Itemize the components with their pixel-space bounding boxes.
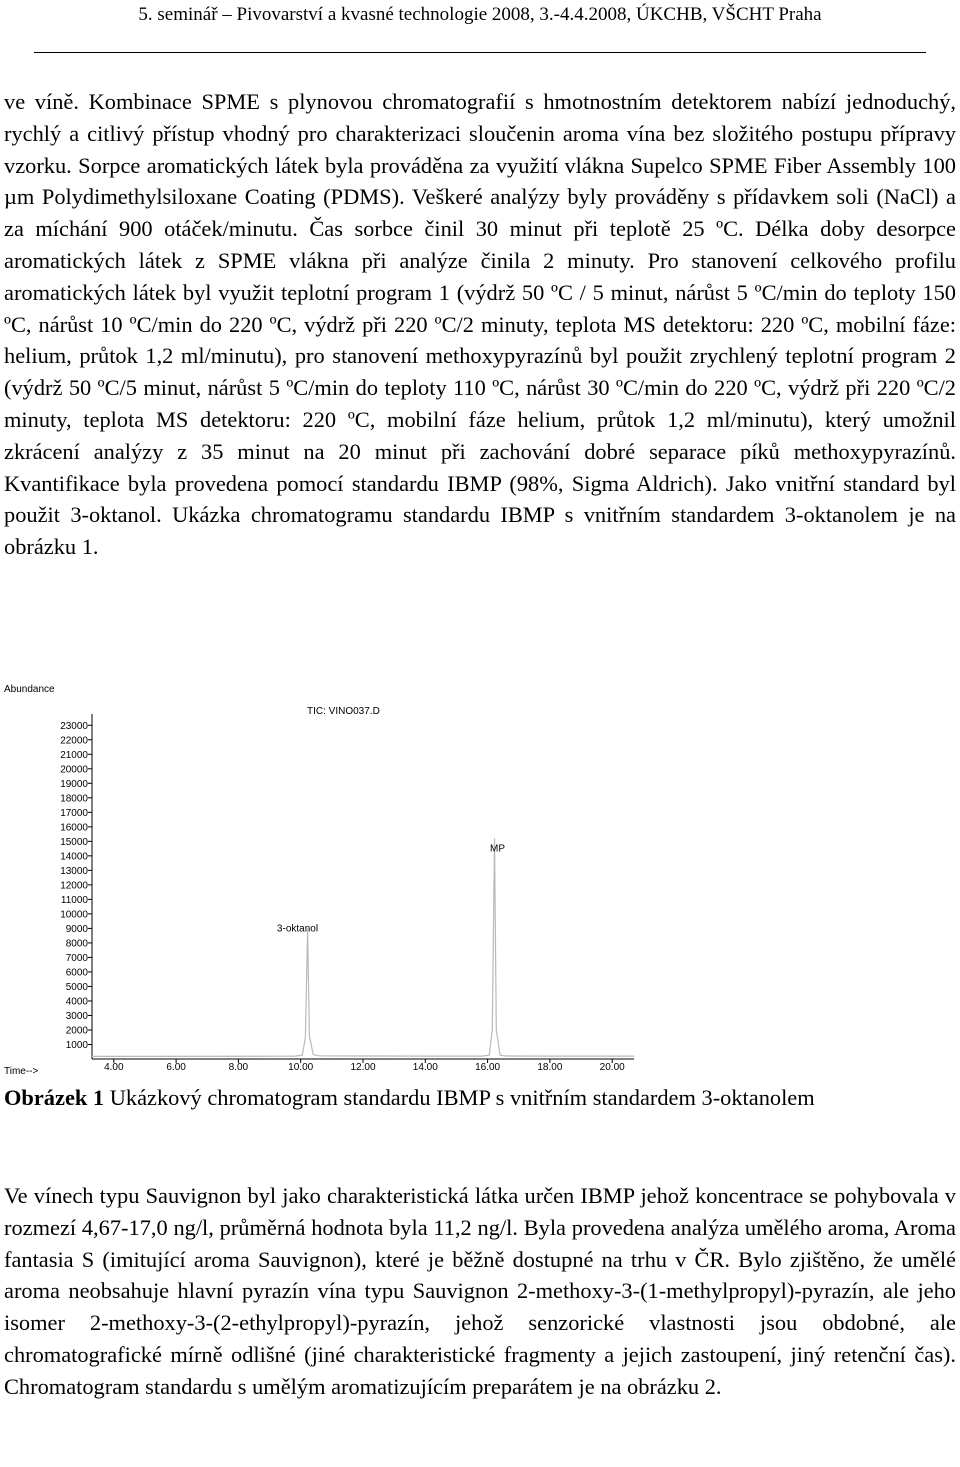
series-line [92,838,634,1056]
y-tick-label: 20000 [60,764,88,776]
y-axis-label: Abundance [4,684,55,695]
y-tick-label: 1000 [65,1039,88,1051]
y-tick-label: 13000 [60,865,88,877]
x-tick-label: 8.00 [228,1062,249,1073]
x-tick-label: 18.00 [537,1062,563,1073]
y-tick-label: 17000 [60,807,88,819]
y-tick-label: 10000 [60,909,88,921]
x-tick-label: 14.00 [412,1062,438,1073]
x-axis-label: Time--> [4,1066,39,1077]
chromatogram-figure [0,682,960,1082]
y-tick-label: 5000 [65,981,88,993]
y-tick-label: 4000 [65,996,88,1008]
x-axis [92,1059,634,1073]
y-tick-label: 15000 [60,836,88,848]
peak-annotation: 3-oktanol [276,923,319,935]
y-tick-label: 3000 [65,1010,88,1022]
paragraph-results: Ve vínech typu Sauvignon byl jako charakteristická látka určen IBMP jehož koncentrace se pohybovala v rozmezí 4,67-17,0 ng/l, průměrná hodnota byla 11,2 ng/l. Byla provedena analýza umělého aroma, Aroma fantasia S (imitující aroma Sauvignon), které je běžně dostupné na trhu v ČR. Bylo zjištěno, že umělé aroma neobsahuje hlavní pyrazín vína typu Sauvignon 2-methoxy-3-(1-methylpropyl)-pyrazín, ale jeho isomer 2-methoxy-3-(2-ethylpropyl)-pyrazín, jehož senzorické vlastnosti jsou obdobné, ale chromatografické mírně odlišné (jiné charakteristické fragmenty a jejich zastoupení, jiný retenční čas). Chromatogram standardu s umělým aromatizujícím preparátem je na obrázku 2. [4,1183,956,1399]
x-tick-label: 20.00 [599,1062,625,1073]
caption-text: Ukázkový chromatogram standardu IBMP s vnitřním standardem 3-oktanolem [104,1085,815,1110]
series-group [92,838,634,1056]
paragraph-methods: ve víně. Kombinace SPME s plynovou chromatografií s hmotnostním detektorem nabízí jednoduchý, rychlý a citlivý přístup vhodný pro charakterizaci sloučenin aroma vína bez složitého postupu přípravy vzorku. Sorpce aromatických látek byla prováděna za využití vlákna Supelco SPME Fiber Assembly 100 µm Polydimethylsiloxane Coating (PDMS). Veškeré analýzy byly prováděny s přídavkem soli (NaCl) a za míchání 900 otáček/minutu. Čas sorbce činil 30 minut při teplotě 25 ºC. Délka doby desorpce aromatických látek z SPME vlákna při analýze činila 2 minuty. Pro stanovení celkového profilu aromatických látek byl využit teplotní program 1 (výdrž 50 ºC / 5 minut, nárůst 5 ºC/min do teploty 150 ºC, nárůst 10 ºC/min do 220 ºC, výdrž při 220 ºC/2 minuty, teplota MS detektoru: 220 ºC, mobilní fáze: helium, průtok 1,2 ml/minutu), pro stanovení methoxypyrazínů byl použit zrychlený teplotní program 2 (výdrž 50 ºC/5 minut, nárůst 5 ºC/min do teploty 110 ºC, nárůst 30 ºC/min do 220 ºC, výdrž při 220 ºC/2 minuty, teplota MS detektoru: 220 ºC, mobilní fáze helium, průtok 1,2 ml/minutu), který umožnil zkrácení analýzy z 35 minut na 20 minut při zachování dobré separace píků methoxypyrazínů. Kvantifikace byla provedena pomocí standardu IBMP (98%, Sigma Aldrich). Jako vnitřní standard byl použit 3-oktanol. Ukázka chromatogramu standardu IBMP s vnitřním standardem 3-oktanolem je na obrázku 1. [4,89,956,560]
y-tick-label: 16000 [60,822,88,834]
x-tick-label: 6.00 [166,1062,186,1073]
y-tick-label: 6000 [65,967,88,979]
caption-label: Obrázek 1 [4,1085,105,1110]
peak-annotation: MP [490,843,506,855]
chromatogram-chart [0,682,960,1082]
y-tick-label: 12000 [60,880,88,892]
y-tick-label: 18000 [60,793,88,805]
y-tick-label: 21000 [60,749,88,761]
y-tick-label: 11000 [60,894,88,906]
x-tick-label: 16.00 [475,1062,501,1073]
y-tick-label: 2000 [65,1025,88,1037]
y-tick-label: 23000 [60,720,88,732]
y-tick-label: 19000 [60,778,88,790]
x-tick-label: 12.00 [350,1062,376,1073]
chart-title: TIC: VINO037.D [307,706,380,717]
y-tick-label: 7000 [65,952,88,964]
y-tick-label: 9000 [65,923,88,935]
x-tick-label: 4.00 [104,1062,124,1073]
header-rule [34,52,926,53]
y-tick-label: 14000 [60,851,88,863]
figure-caption [4,1082,956,1114]
y-axis [60,714,92,1059]
x-tick-label: 10.00 [288,1062,314,1073]
y-tick-label: 8000 [65,938,88,950]
running-header: 5. seminář – Pivovarství a kvasné technologie 2008, 3.-4.4.2008, ÚKCHB, VŠCHT Praha [138,4,822,25]
y-tick-label: 22000 [60,735,88,747]
